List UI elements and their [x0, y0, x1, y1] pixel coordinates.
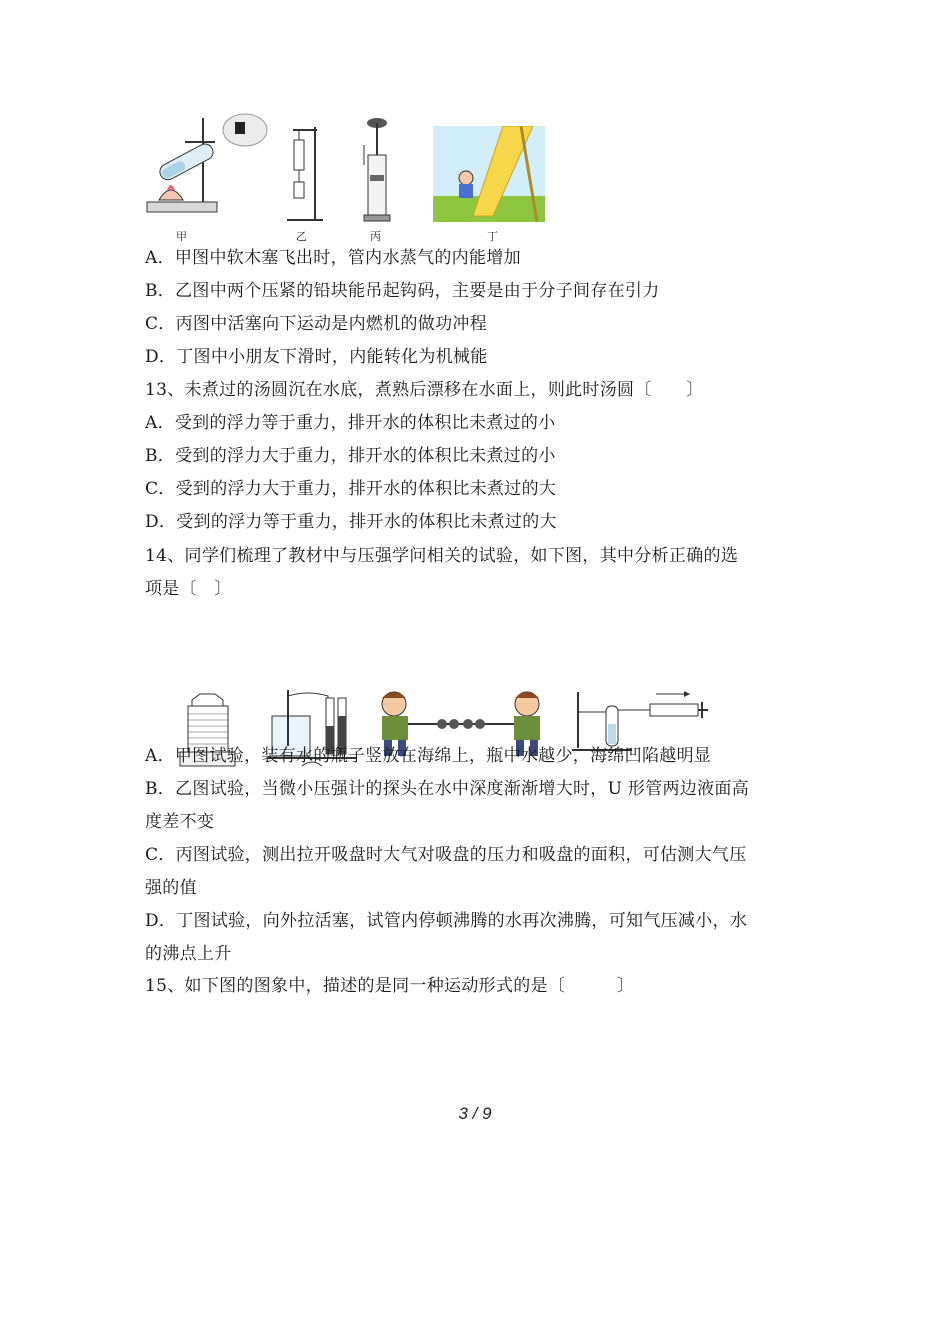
q12-option-a: A．甲图中软木塞飞出时，管内水蒸气的内能增加 [145, 248, 521, 268]
q13-option-a: A．受到的浮力等于重力，排开水的体积比未煮过的小 [145, 413, 556, 433]
figure-bing-piston [360, 115, 395, 225]
q15-stem: 15、如下图的图象中，描述的是同一种运动形式的是〔 〕 [145, 976, 635, 996]
figure-jia-test-tube-cork [145, 110, 270, 220]
q14-option-d-line2: 的沸点上升 [145, 944, 232, 964]
figure-pressure-gauge [268, 686, 358, 786]
q13-option-b: B．受到的浮力大于重力，排开水的体积比未煮过的小 [145, 446, 556, 466]
caption-bing: 丙 [370, 230, 381, 243]
q13-option-c: C．受到的浮力大于重力，排开水的体积比未煮过的大 [145, 479, 557, 499]
q14-stem-line2: 项是〔 〕 [145, 579, 232, 599]
q14-option-c-line1: C．丙图试验，测出拉开吸盘时大气对吸盘的压力和吸盘的面积，可估测大气压 [145, 845, 747, 865]
q13-option-d: D．受到的浮力等于重力，排开水的体积比未煮过的大 [145, 512, 557, 532]
q12-option-d: D．丁图中小朋友下滑时，内能转化为机械能 [145, 347, 488, 367]
q14-option-b-line1: B．乙图试验，当微小压强计的探头在水中深度渐渐增大时，U 形管两边液面高 [145, 779, 750, 799]
caption-yi: 乙 [296, 230, 307, 243]
figure-yi-lead-blocks [285, 122, 325, 222]
q12-option-b: B．乙图中两个压紧的铅块能吊起钩码，主要是由于分子间存在引力 [145, 281, 660, 301]
figure-ding-slide [433, 126, 545, 222]
q12-option-c: C．丙图中活塞向下运动是内燃机的做功冲程 [145, 314, 488, 334]
caption-jia: 甲 [176, 230, 187, 243]
q14-stem-line1: 14、同学们梳理了教材中与压强学问相关的试验，如下图，其中分析正确的选 [145, 546, 739, 566]
page-number: 3 / 9 [458, 1104, 492, 1123]
caption-ding: 丁 [487, 230, 498, 243]
q13-stem: 13、未煮过的汤圆沉在水底，煮熟后漂移在水面上，则此时汤圆〔 〕 [145, 380, 704, 400]
q14-option-c-line2: 强的值 [145, 878, 197, 898]
q14-option-d-line1: D．丁图试验，向外拉活塞，试管内停顿沸腾的水再次沸腾，可知气压减小，水 [145, 911, 748, 931]
q14-option-a: A．甲图试验，装有水的瓶子竖放在海绵上，瓶中水越少，海绵凹陷越明显 [145, 746, 712, 766]
q14-option-b-line2: 度差不变 [145, 812, 215, 832]
